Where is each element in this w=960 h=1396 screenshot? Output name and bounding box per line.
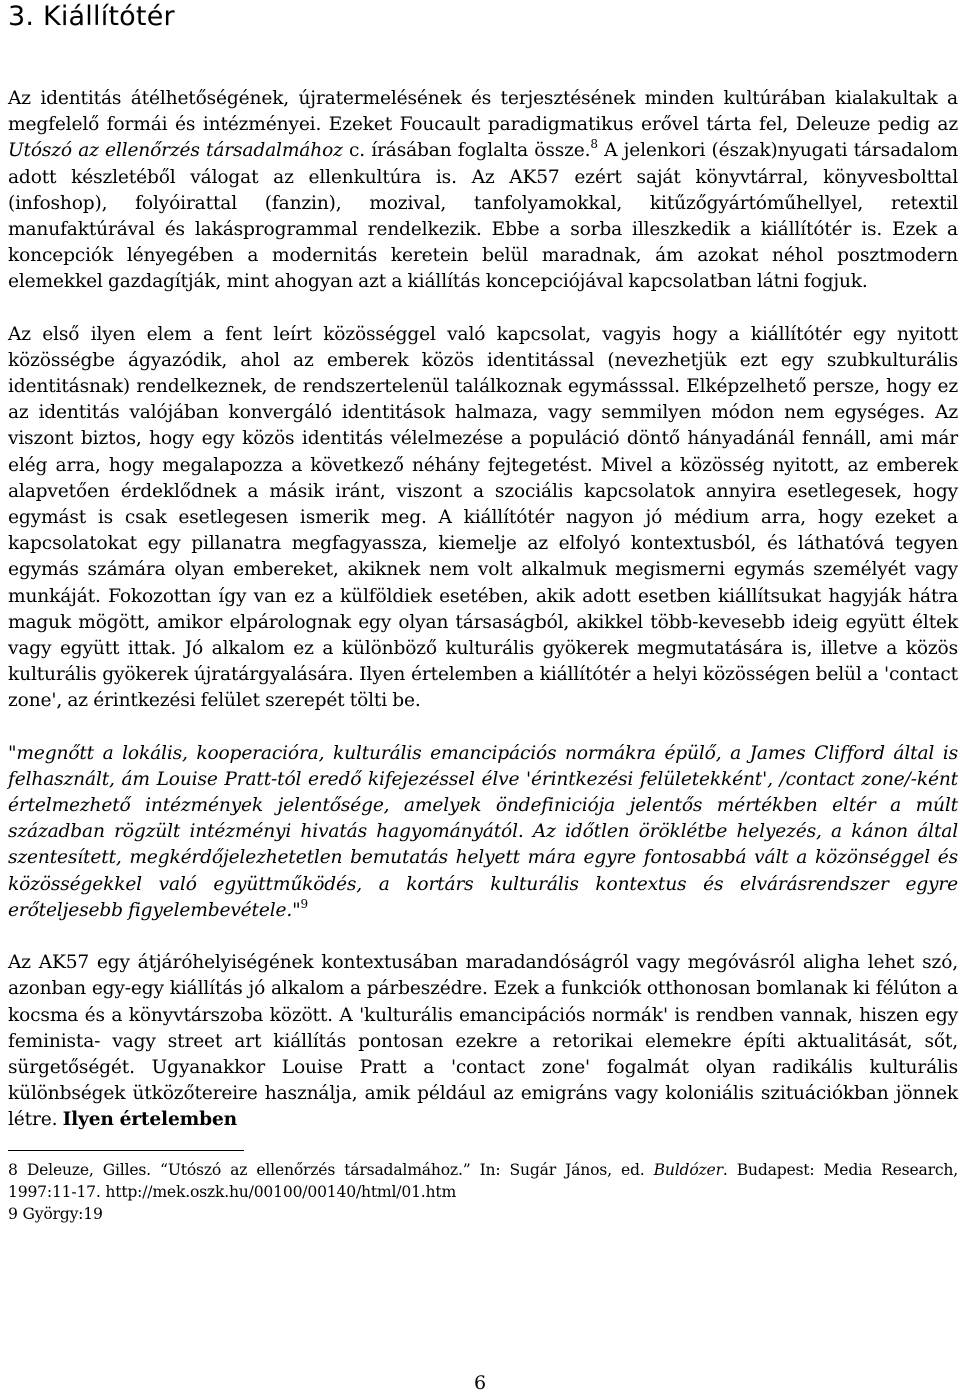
paragraph-4	[8, 950, 958, 1133]
paragraph-1-text-b: c. írásában foglalta össze.	[342, 140, 591, 162]
section-heading: 3. Kiállítótér	[8, 1, 175, 32]
page-number: 6	[473, 1372, 487, 1394]
footnote-ref-9[interactable]: 9	[300, 896, 309, 911]
footnote-separator	[8, 1150, 244, 1151]
quote-text: "megnőtt a lokális, kooperacióra, kulturális emancipációs normákra épülő, a James Clifford által is felhasznált, ám Louise Pratt-tól eredő kifejezéssel élve 'érintkezési felületekként', /contact zone/-ként értelmezhető intézmények jelentősége, amelyek öndefiniciója jelentős mértékben eltér a múlt században rögzült intézményi hivatás hagyományától. Az időtlen öröklétbe helyezés, a kánon által szentesített, megkérdőjelezhetetlen bemutatás helyett mára egyre fontosabbá vált a közönséggel és közösségekkel való együttműködés, a kortárs kulturális kontextus és elvárásrendszer egyre erőteljesebb figyelembevétele."	[8, 742, 958, 921]
paragraph-4-bold-text: Ilyen értelemben	[62, 1109, 238, 1131]
paragraph-1-text-c: A jelenkori (észak)nyugati társadalom adott készletéből válogat az ellenkultúra is. Az AK57 ezért saját könyvtárral, könyvesbolttal (infoshop), folyóirattal (fanzin), mozival, tanfolyamokkal, kitűzőgyártóműhellyel, retextil manufaktúrával és lakásprogrammal rendelkezik. Ebbe a sorba illeszkedik a kiállítótér is. Ezek a koncepciók lényegében a modernitás keretein belül maradnak, ám azokat néhol posztmodern elemekkel gazdagítják, mint ahogyan azt a kiállítás koncepciójával kapcsolatban látni fogjuk.	[8, 140, 959, 293]
block-quote	[8, 741, 958, 924]
paragraph-1	[8, 86, 958, 296]
footnote-8-text-b: . Budapest: Media Research, 1997:11-17. http://mek.oszk.hu/00100/00140/html/01.htm	[8, 1160, 958, 1201]
paragraph-1-text-a: Az identitás átélhetőségének, újratermelésének és terjesztésének minden kultúrában kialakultak a megfelelő formái és intézményei. Ezeket Foucault paradigmatikus erővel tárta fel, Deleuze pedig az	[8, 88, 958, 136]
footnote-ref-8[interactable]: 8	[590, 137, 598, 152]
cited-title: Utószó az ellenőrzés társadalmához	[8, 140, 343, 162]
footnotes	[8, 1159, 958, 1225]
footnote-8	[8, 1159, 958, 1203]
footnote-8-text-a: 8 Deleuze, Gilles. “Utószó az ellenőrzés társadalmához.” In: Sugár János, ed.	[8, 1160, 654, 1179]
paragraph-2: Az első ilyen elem a fent leírt közösséggel való kapcsolat, vagyis hogy a kiállítótér egy nyitott közösségbe ágyazódik, ahol az emberek közös identitással (nevezhetjük ezt egy szubkulturális identitásnak) rendelkeznek, de rendszertelenül találkoznak egymásssal. Elképzelhető persze, hogy ez az identitás valójában konvergáló identitások halmaza, vagy semmilyen módon nem egységes. Az viszont biztos, hogy egy közös identitás vélelmezése a populáció döntő hányadánál fennáll, ami már elég arra, hogy megalapozza a következő néhány fejtegetést. Mivel a közösség nyitott, az emberek alapvetően érdeklődnek a másik iránt, viszont a szociális kapcsolatok annyira esetlegesek, hogy egymást is csak esetlegesen ismerik meg. A kiállítótér nagyon jó médium arra, hogy ezeket a kapcsolatokat egy pillanatra megfagyassza, kiemelje az elfolyó kontextusból, és láthatóvá tegyen egymás számára olyan embereket, akiknek nem volt alkalmuk megismerni egymás személyét vagy munkáját. Fokozottan így van ez a külföldiek esetében, akik adott esetben kiállítsukat hagyják hátra maguk mögött, amikor elpárolognak egy olyan társaságból, akikkel több-kevesebb ideig együtt éltek vagy együtt ittak. Jó alkalom ez a különböző kulturális gyökerek megmutatására is, illetve a közös kulturális gyökerek újratárgyalására. Ilyen értelemben a kiállítótér a helyi közösségen belül a 'contact zone', az érintkezési felület szerepét tölti be.	[8, 323, 958, 712]
paragraph-4-text: Az AK57 egy átjáróhelyiségének kontextusában maradandóságról vagy megóvásról aligha lehet szó, azonban egy-egy kiállítás jó alkalom a párbeszédre. Ezek a funkciók otthonosan bomlanak ki félúton a kocsma és a könyvtárszoba között. A 'kulturális emancipációs normák' is rendben vannak, hiszen egy feminista- vagy street art kiállítás pontosan ezekre a retorikai elemekre építi aktualitását, sőt, sürgetőségét. Ugyanakkor Louise Pratt a 'contact zone' fogalmát olyan radikális kulturális különbségek ütközőtereire használja, amik például az emigráns vagy koloniális szituációkban jönnek létre.	[8, 952, 958, 1131]
footnote-9: 9 György:19	[8, 1204, 103, 1223]
document-page	[8, 0, 958, 1225]
footnote-8-title: Buldózer	[653, 1160, 723, 1179]
